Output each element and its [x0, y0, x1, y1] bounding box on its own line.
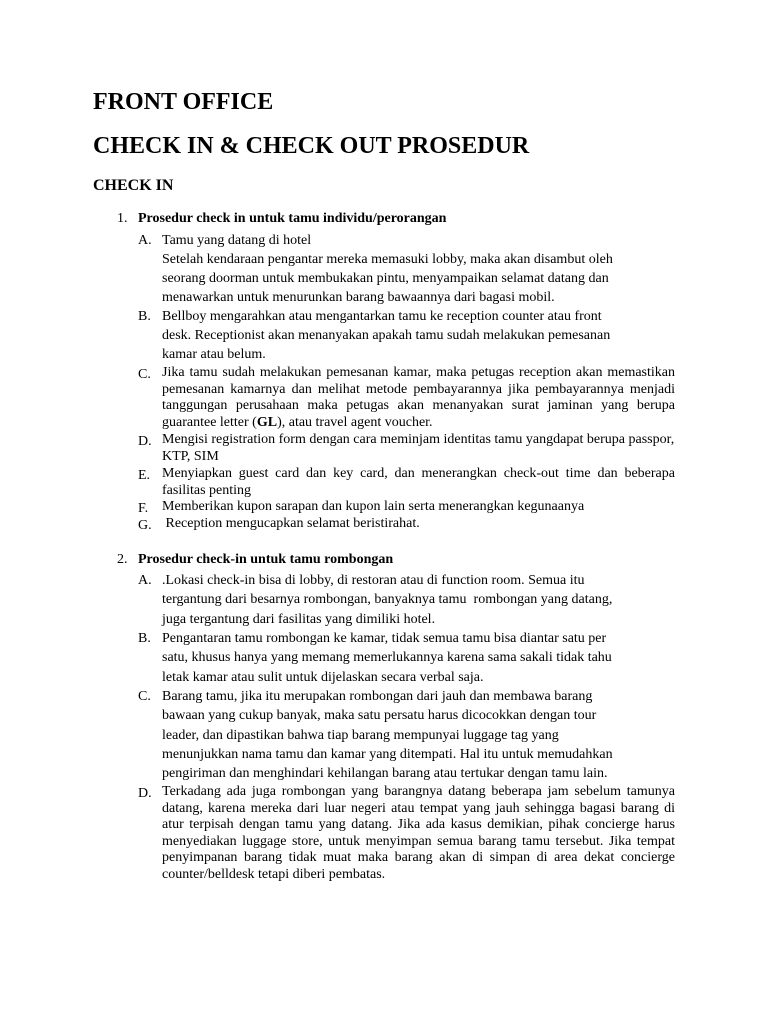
item-letter: C.	[138, 367, 151, 382]
text-line: Barang tamu, jika itu merupakan rombongan dari jauh dan membawa barang	[162, 689, 593, 704]
text-line: kamar atau belum.	[162, 347, 266, 362]
item-text	[162, 307, 675, 364]
text-segment: Jika tamu sudah melakukan pemesanan kamar, maka petugas reception akan memastikan pemesanan kamarnya dan melihat metode pembayarannya jika pembayarannya menjadi tanggungan perusahaan maka petugas akan menanyakan surat jaminan yang berupa guarantee letter (	[162, 365, 675, 430]
item-letter: F.	[138, 501, 149, 516]
item-text: Mengisi registration form dengan cara meminjam identitas tamu yangdapat berupa passpor, KTP, SIM	[162, 432, 675, 464]
text-line: .Lokasi check-in bisa di lobby, di restoran atau di function room. Semua itu	[162, 573, 585, 588]
item-text	[162, 629, 675, 687]
item-text	[162, 365, 675, 431]
section-number: 2.	[117, 552, 128, 567]
text-line: seorang doorman untuk membukakan pintu, menyampaikan selamat datang dan	[162, 271, 609, 286]
text-line: menunjukkan nama tamu dan kamar yang ditempati. Hal itu untuk memudahkan	[162, 746, 613, 762]
item-letter: B.	[138, 309, 151, 324]
item-text: Menyiapkan guest card dan key card, dan menerangkan check-out time dan beberapa fasilitas penting	[162, 466, 675, 498]
text-line: satu, khusus hanya yang memang memerlukannya karena sama sakali tidak tahu	[162, 650, 612, 666]
document-subtitle: CHECK IN & CHECK OUT PROSEDUR	[93, 133, 530, 159]
text-line: juga tergantung dari fasilitas yang dimiliki hotel.	[162, 611, 436, 627]
text-line: Pengantaran tamu rombongan ke kamar, tidak semua tamu bisa diantar satu per	[162, 631, 607, 646]
document-title: FRONT OFFICE	[93, 89, 274, 115]
section-number: 1.	[117, 211, 128, 226]
text-line: leader, dan dipastikan bahwa tiap barang mempunyai luggage tag yang	[162, 727, 559, 743]
item-text	[162, 231, 675, 307]
item-letter: A.	[138, 573, 152, 588]
bold-term: GL	[256, 414, 278, 430]
item-letter: D.	[138, 434, 152, 449]
section-heading-check-in: CHECK IN	[93, 177, 174, 194]
item-letter: A.	[138, 233, 152, 248]
item-letter: B.	[138, 631, 151, 646]
item-letter: E.	[138, 468, 151, 483]
text-segment: ), atau travel agent voucher.	[277, 414, 433, 430]
text-line: Setelah kendaraan pengantar mereka memasuki lobby, maka akan disambut oleh	[162, 252, 613, 267]
text-line: letak kamar atau sulit untuk dijelaskan secara verbal saja.	[162, 669, 484, 685]
text-line: tergantung dari besarnya rombongan, banyaknya tamu rombongan yang datang,	[162, 592, 613, 608]
text-line: bawaan yang cukup banyak, maka satu persatu harus dicocokkan dengan tour	[162, 708, 597, 724]
item-letter: D.	[138, 786, 152, 801]
item-letter: C.	[138, 689, 151, 704]
item-text: Reception mengucapkan selamat beristirahat.	[162, 516, 420, 531]
item-text	[162, 687, 675, 783]
text-line: Tamu yang datang di hotel	[162, 233, 312, 248]
section-title: Prosedur check in untuk tamu individu/perorangan	[138, 211, 447, 226]
item-text	[162, 571, 675, 629]
item-text: Memberikan kupon sarapan dan kupon lain serta menerangkan kegunaanya	[162, 499, 585, 514]
text-line: menawarkan untuk menurunkan barang bawaannya dari bagasi mobil.	[162, 290, 555, 305]
item-text: Terkadang ada juga rombongan yang barangnya datang beberapa jam sebelum tamunya datang, karena mereka dari luar negeri atau tempat yang jauh sehingga bagasi barang di atur terpisah dengan tamu yang datang. Jika ada kasus demikian, pihak concierge harus menyediakan luggage store, untuk menyimpan semua barang tamu tersebut. Jika tempat penyimpanan barang tidak muat maka barang akan di simpan di area dekat concierge counter/belldesk tetapi diberi pembatas.	[162, 784, 675, 882]
text-line: Bellboy mengarahkan atau mengantarkan tamu ke reception counter atau front	[162, 309, 602, 324]
text-line: desk. Receptionist akan menanyakan apakah tamu sudah melakukan pemesanan	[162, 328, 611, 343]
text-line: pengiriman dan menghindari kehilangan barang atau tertukar dengan tamu lain.	[162, 766, 608, 782]
section-title: Prosedur check-in untuk tamu rombongan	[138, 552, 394, 567]
item-letter: G.	[138, 518, 152, 533]
